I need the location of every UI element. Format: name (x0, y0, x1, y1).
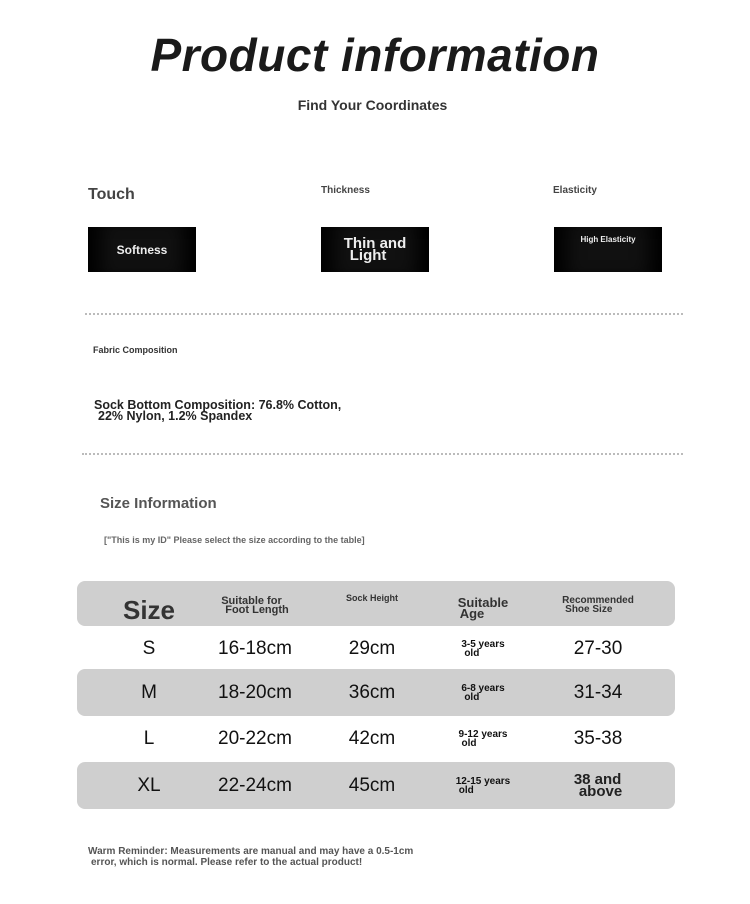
header-foot-2: Foot Length (225, 604, 289, 616)
header-foot-1: Suitable for (221, 595, 282, 607)
size-table-header (77, 581, 675, 626)
row-age-1: 9-12 years (458, 729, 508, 740)
header-height-cell (317, 581, 427, 626)
row-age-1: 12-15 years (455, 775, 511, 787)
row-age-2: old (461, 738, 477, 749)
row-foot: 18-20cm (218, 681, 292, 703)
thickness-label: Thickness (321, 185, 370, 196)
row-age-2: old (464, 691, 480, 703)
warm-reminder (88, 846, 508, 868)
header-foot-cell (195, 581, 315, 626)
thickness-value-line1: Thin and (343, 234, 407, 252)
divider-top (85, 313, 683, 315)
row-height: 29cm (348, 638, 396, 659)
header-age-2: Age (459, 606, 485, 621)
header-age-cell (433, 581, 533, 626)
touch-value: Softness (116, 242, 168, 257)
row-age-cell (433, 669, 533, 716)
row-foot: 20-22cm (218, 728, 292, 749)
elasticity-label: Elasticity (553, 185, 597, 196)
row-age-cell (433, 716, 533, 762)
row-foot: 22-24cm (218, 774, 292, 796)
fabric-line-1: Sock Bottom Composition: 76.8% Cotton, (94, 398, 342, 412)
row-height: 42cm (348, 728, 396, 749)
row-age-2: old (464, 648, 480, 659)
reminder-line-2: error, which is normal. Please refer to the actual product! (91, 857, 363, 868)
header-shoe-1: Recommended (562, 595, 634, 606)
row-age-cell (433, 626, 533, 672)
row-age-1: 3-5 years (461, 639, 505, 650)
row-shoe-cell (543, 762, 653, 809)
row-size: S (142, 638, 156, 659)
table-row-m (77, 669, 675, 716)
header-height: Sock Height (345, 593, 398, 603)
elasticity-value: High Elasticity (580, 235, 636, 244)
row-size: M (141, 681, 157, 703)
row-shoe: 31-34 (573, 681, 623, 703)
fabric-line-2: 22% Nylon, 1.2% Spandex (98, 409, 253, 423)
table-row-xl (77, 762, 675, 809)
thickness-value-badge (321, 227, 429, 272)
header-shoe-2: Shoe Size (565, 604, 613, 615)
thickness-value-line2: Light (349, 246, 387, 264)
page-title: Product information (150, 29, 600, 81)
fabric-label: Fabric Composition (93, 345, 178, 355)
header-size-cell (109, 581, 189, 626)
fabric-composition (94, 400, 341, 422)
row-size: XL (137, 774, 161, 796)
row-foot: 16-18cm (218, 638, 292, 659)
row-shoe-2: above (578, 782, 623, 800)
touch-value-badge (88, 227, 196, 272)
divider-bottom (82, 453, 683, 455)
row-shoe-1: 38 and (573, 770, 622, 788)
header-shoe-cell (543, 581, 653, 626)
header-age-1: Suitable (457, 595, 509, 610)
header-size: Size (122, 595, 176, 625)
row-height: 36cm (348, 681, 396, 703)
elasticity-value-badge (554, 227, 662, 272)
table-row-l (77, 716, 675, 762)
row-shoe: 35-38 (573, 728, 623, 749)
row-age-cell (433, 762, 533, 809)
size-info-title: Size Information (100, 495, 217, 512)
size-info-note: ["This is my ID" Please select the size according to the table] (104, 535, 365, 545)
row-size: L (143, 728, 155, 749)
reminder-line-1: Warm Reminder: Measurements are manual and may have a 0.5-1cm (88, 846, 414, 857)
table-row-s (77, 626, 675, 672)
row-height: 45cm (348, 774, 396, 796)
page-subtitle: Find Your Coordinates (297, 97, 448, 113)
touch-label: Touch (88, 186, 135, 203)
row-age-1: 6-8 years (461, 682, 505, 694)
row-age-2: old (458, 784, 474, 796)
row-shoe: 27-30 (573, 638, 623, 659)
